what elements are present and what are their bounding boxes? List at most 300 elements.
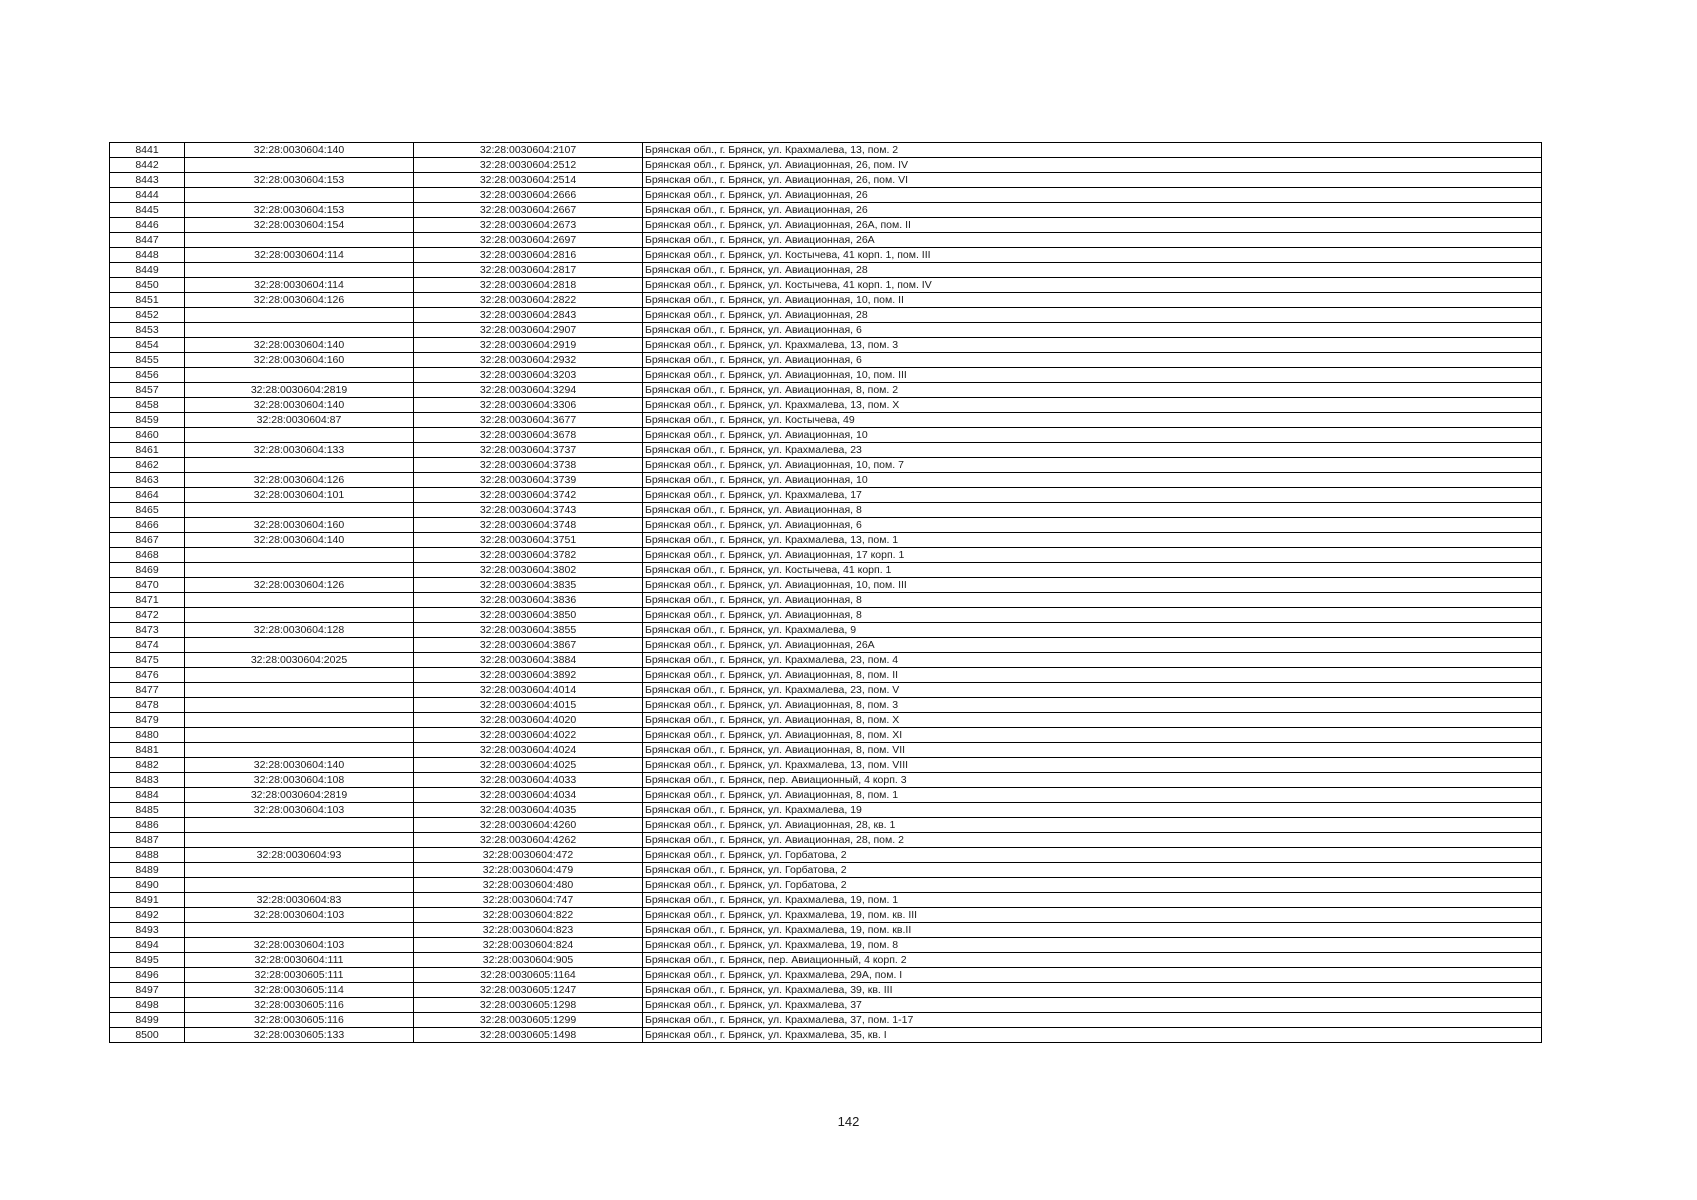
cadastral-number-cell: 32:28:0030604:2907 — [414, 323, 643, 338]
parent-cadastral-number-cell — [185, 548, 414, 563]
address-cell: Брянская обл., г. Брянск, ул. Авиационная, 26, пом. VI — [643, 173, 1542, 188]
table-row — [110, 953, 1542, 968]
row-number-cell: 8486 — [110, 818, 185, 833]
row-number-cell: 8494 — [110, 938, 185, 953]
address-cell: Брянская обл., г. Брянск, ул. Авиационная, 10, пом. III — [643, 368, 1542, 383]
address-cell: Брянская обл., г. Брянск, ул. Горбатова, 2 — [643, 848, 1542, 863]
cadastral-number-cell: 32:28:0030604:3743 — [414, 503, 643, 518]
parent-cadastral-number-cell: 32:28:0030604:140 — [185, 338, 414, 353]
address-cell: Брянская обл., г. Брянск, ул. Крахмалева, 37, пом. 1-17 — [643, 1013, 1542, 1028]
address-cell: Брянская обл., г. Брянск, ул. Авиационная, 26А — [643, 233, 1542, 248]
cadastral-number-cell: 32:28:0030604:3835 — [414, 578, 643, 593]
parent-cadastral-number-cell — [185, 233, 414, 248]
row-number-cell: 8489 — [110, 863, 185, 878]
cadastral-number-cell: 32:28:0030604:3867 — [414, 638, 643, 653]
row-number-cell: 8459 — [110, 413, 185, 428]
parent-cadastral-number-cell: 32:28:0030604:103 — [185, 803, 414, 818]
address-cell: Брянская обл., г. Брянск, ул. Авиационная, 6 — [643, 353, 1542, 368]
parent-cadastral-number-cell — [185, 158, 414, 173]
row-number-cell: 8499 — [110, 1013, 185, 1028]
row-number-cell: 8454 — [110, 338, 185, 353]
parent-cadastral-number-cell: 32:28:0030605:111 — [185, 968, 414, 983]
address-cell: Брянская обл., г. Брянск, ул. Авиационная, 26А — [643, 638, 1542, 653]
address-cell: Брянская обл., г. Брянск, ул. Костычева, 41 корп. 1, пом. III — [643, 248, 1542, 263]
row-number-cell: 8493 — [110, 923, 185, 938]
table-row — [110, 293, 1542, 308]
cadastral-number-cell: 32:28:0030604:3294 — [414, 383, 643, 398]
cadastral-number-cell: 32:28:0030604:3678 — [414, 428, 643, 443]
cadastral-number-cell: 32:28:0030604:4262 — [414, 833, 643, 848]
cadastral-number-cell: 32:28:0030604:3751 — [414, 533, 643, 548]
parent-cadastral-number-cell: 32:28:0030604:160 — [185, 353, 414, 368]
table-row — [110, 143, 1542, 158]
address-cell: Брянская обл., г. Брянск, ул. Горбатова, 2 — [643, 863, 1542, 878]
row-number-cell: 8497 — [110, 983, 185, 998]
parent-cadastral-number-cell — [185, 668, 414, 683]
cadastral-number-cell: 32:28:0030604:3677 — [414, 413, 643, 428]
parent-cadastral-number-cell: 32:28:0030604:103 — [185, 908, 414, 923]
row-number-cell: 8444 — [110, 188, 185, 203]
address-cell: Брянская обл., г. Брянск, ул. Авиационная, 8 — [643, 608, 1542, 623]
cadastral-number-cell: 32:28:0030604:2107 — [414, 143, 643, 158]
parent-cadastral-number-cell — [185, 683, 414, 698]
table-row — [110, 488, 1542, 503]
table-row — [110, 998, 1542, 1013]
parent-cadastral-number-cell: 32:28:0030605:114 — [185, 983, 414, 998]
row-number-cell: 8446 — [110, 218, 185, 233]
address-cell: Брянская обл., г. Брянск, ул. Авиационная, 8, пом. 1 — [643, 788, 1542, 803]
table-row — [110, 518, 1542, 533]
table-row — [110, 638, 1542, 653]
address-cell: Брянская обл., г. Брянск, ул. Крахмалева, 23, пом. V — [643, 683, 1542, 698]
cadastral-number-cell: 32:28:0030604:2697 — [414, 233, 643, 248]
cadastral-number-cell: 32:28:0030604:2816 — [414, 248, 643, 263]
table-row — [110, 1028, 1542, 1043]
cadastral-number-cell: 32:28:0030604:2818 — [414, 278, 643, 293]
cadastral-number-cell: 32:28:0030604:4034 — [414, 788, 643, 803]
address-cell: Брянская обл., г. Брянск, ул. Крахмалева, 19, пом. кв.II — [643, 923, 1542, 938]
table-row — [110, 338, 1542, 353]
row-number-cell: 8496 — [110, 968, 185, 983]
row-number-cell: 8462 — [110, 458, 185, 473]
parent-cadastral-number-cell: 32:28:0030604:126 — [185, 293, 414, 308]
address-cell: Брянская обл., г. Брянск, ул. Авиационная, 8 — [643, 593, 1542, 608]
address-cell: Брянская обл., г. Брянск, ул. Авиационная, 28, пом. 2 — [643, 833, 1542, 848]
table-row — [110, 668, 1542, 683]
parent-cadastral-number-cell: 32:28:0030604:103 — [185, 938, 414, 953]
parent-cadastral-number-cell — [185, 608, 414, 623]
address-cell: Брянская обл., г. Брянск, ул. Авиационная, 28, кв. 1 — [643, 818, 1542, 833]
cadastral-number-cell: 32:28:0030605:1164 — [414, 968, 643, 983]
cadastral-number-cell: 32:28:0030604:4015 — [414, 698, 643, 713]
parent-cadastral-number-cell: 32:28:0030605:133 — [185, 1028, 414, 1043]
cadastral-number-cell: 32:28:0030604:2667 — [414, 203, 643, 218]
row-number-cell: 8464 — [110, 488, 185, 503]
page-number: 142 — [837, 1114, 860, 1129]
address-cell: Брянская обл., г. Брянск, ул. Авиационная, 8, пом. 3 — [643, 698, 1542, 713]
row-number-cell: 8453 — [110, 323, 185, 338]
cadastral-number-cell: 32:28:0030604:2822 — [414, 293, 643, 308]
cadastral-number-cell: 32:28:0030604:747 — [414, 893, 643, 908]
row-number-cell: 8467 — [110, 533, 185, 548]
parent-cadastral-number-cell: 32:28:0030604:126 — [185, 473, 414, 488]
row-number-cell: 8463 — [110, 473, 185, 488]
parent-cadastral-number-cell: 32:28:0030604:140 — [185, 758, 414, 773]
table-row — [110, 893, 1542, 908]
row-number-cell: 8461 — [110, 443, 185, 458]
cadastral-number-cell: 32:28:0030604:3782 — [414, 548, 643, 563]
address-cell: Брянская обл., г. Брянск, ул. Авиационная, 8, пом. VII — [643, 743, 1542, 758]
row-number-cell: 8473 — [110, 623, 185, 638]
parent-cadastral-number-cell: 32:28:0030604:126 — [185, 578, 414, 593]
address-cell: Брянская обл., г. Брянск, ул. Крахмалева, 13, пом. 1 — [643, 533, 1542, 548]
parent-cadastral-number-cell: 32:28:0030604:153 — [185, 203, 414, 218]
table-row — [110, 758, 1542, 773]
address-cell: Брянская обл., г. Брянск, ул. Костычева, 49 — [643, 413, 1542, 428]
row-number-cell: 8479 — [110, 713, 185, 728]
row-number-cell: 8500 — [110, 1028, 185, 1043]
row-number-cell: 8492 — [110, 908, 185, 923]
cadastral-number-cell: 32:28:0030604:905 — [414, 953, 643, 968]
row-number-cell: 8469 — [110, 563, 185, 578]
parent-cadastral-number-cell: 32:28:0030605:116 — [185, 998, 414, 1013]
row-number-cell: 8443 — [110, 173, 185, 188]
parent-cadastral-number-cell: 32:28:0030604:2819 — [185, 383, 414, 398]
address-cell: Брянская обл., г. Брянск, ул. Авиационная, 10 — [643, 428, 1542, 443]
cadastral-number-cell: 32:28:0030604:822 — [414, 908, 643, 923]
row-number-cell: 8442 — [110, 158, 185, 173]
cadastral-number-cell: 32:28:0030605:1247 — [414, 983, 643, 998]
cadastral-number-cell: 32:28:0030604:4014 — [414, 683, 643, 698]
parent-cadastral-number-cell: 32:28:0030604:160 — [185, 518, 414, 533]
parent-cadastral-number-cell: 32:28:0030604:133 — [185, 443, 414, 458]
cadastral-number-cell: 32:28:0030604:2666 — [414, 188, 643, 203]
parent-cadastral-number-cell: 32:28:0030604:140 — [185, 533, 414, 548]
parent-cadastral-number-cell — [185, 698, 414, 713]
cadastral-number-cell: 32:28:0030604:4022 — [414, 728, 643, 743]
row-number-cell: 8441 — [110, 143, 185, 158]
parent-cadastral-number-cell: 32:28:0030604:2025 — [185, 653, 414, 668]
parent-cadastral-number-cell — [185, 323, 414, 338]
address-cell: Брянская обл., г. Брянск, ул. Авиационная, 26, пом. IV — [643, 158, 1542, 173]
parent-cadastral-number-cell: 32:28:0030604:140 — [185, 398, 414, 413]
table-body — [110, 143, 1542, 1043]
row-number-cell: 8470 — [110, 578, 185, 593]
row-number-cell: 8465 — [110, 503, 185, 518]
address-cell: Брянская обл., г. Брянск, ул. Крахмалева, 23, пом. 4 — [643, 653, 1542, 668]
cadastral-number-cell: 32:28:0030604:4033 — [414, 773, 643, 788]
parent-cadastral-number-cell: 32:28:0030604:2819 — [185, 788, 414, 803]
row-number-cell: 8449 — [110, 263, 185, 278]
cadastral-number-cell: 32:28:0030605:1498 — [414, 1028, 643, 1043]
address-cell: Брянская обл., г. Брянск, ул. Авиационная, 8, пом. II — [643, 668, 1542, 683]
parent-cadastral-number-cell: 32:28:0030604:140 — [185, 143, 414, 158]
address-cell: Брянская обл., г. Брянск, ул. Костычева, 41 корп. 1, пом. IV — [643, 278, 1542, 293]
table-row — [110, 968, 1542, 983]
parent-cadastral-number-cell: 32:28:0030604:114 — [185, 248, 414, 263]
table-row — [110, 563, 1542, 578]
cadastral-number-cell: 32:28:0030604:3850 — [414, 608, 643, 623]
registry-table — [109, 142, 1542, 1043]
table-row — [110, 818, 1542, 833]
parent-cadastral-number-cell: 32:28:0030604:87 — [185, 413, 414, 428]
table-row — [110, 428, 1542, 443]
table-row — [110, 593, 1542, 608]
cadastral-number-cell: 32:28:0030604:3306 — [414, 398, 643, 413]
table-row — [110, 248, 1542, 263]
parent-cadastral-number-cell — [185, 428, 414, 443]
table-row — [110, 923, 1542, 938]
table-row — [110, 203, 1542, 218]
row-number-cell: 8475 — [110, 653, 185, 668]
row-number-cell: 8468 — [110, 548, 185, 563]
address-cell: Брянская обл., г. Брянск, ул. Авиационная, 28 — [643, 263, 1542, 278]
cadastral-number-cell: 32:28:0030604:2932 — [414, 353, 643, 368]
table-row — [110, 863, 1542, 878]
table-row — [110, 983, 1542, 998]
parent-cadastral-number-cell — [185, 503, 414, 518]
cadastral-number-cell: 32:28:0030604:3836 — [414, 593, 643, 608]
row-number-cell: 8476 — [110, 668, 185, 683]
table-row — [110, 383, 1542, 398]
parent-cadastral-number-cell: 32:28:0030604:153 — [185, 173, 414, 188]
address-cell: Брянская обл., г. Брянск, ул. Крахмалева, 13, пом. X — [643, 398, 1542, 413]
row-number-cell: 8474 — [110, 638, 185, 653]
address-cell: Брянская обл., г. Брянск, ул. Крахмалева, 9 — [643, 623, 1542, 638]
table-row — [110, 788, 1542, 803]
table-row — [110, 608, 1542, 623]
cadastral-number-cell: 32:28:0030604:4024 — [414, 743, 643, 758]
table-row — [110, 413, 1542, 428]
row-number-cell: 8498 — [110, 998, 185, 1013]
address-cell: Брянская обл., г. Брянск, ул. Крахмалева, 17 — [643, 488, 1542, 503]
table-row — [110, 938, 1542, 953]
table-row — [110, 188, 1542, 203]
cadastral-number-cell: 32:28:0030604:4025 — [414, 758, 643, 773]
cadastral-number-cell: 32:28:0030605:1298 — [414, 998, 643, 1013]
table-row — [110, 728, 1542, 743]
cadastral-number-cell: 32:28:0030604:3802 — [414, 563, 643, 578]
parent-cadastral-number-cell: 32:28:0030604:114 — [185, 278, 414, 293]
cadastral-number-cell: 32:28:0030604:3742 — [414, 488, 643, 503]
table-row — [110, 278, 1542, 293]
parent-cadastral-number-cell — [185, 563, 414, 578]
table-row — [110, 878, 1542, 893]
table-row — [110, 443, 1542, 458]
row-number-cell: 8451 — [110, 293, 185, 308]
row-number-cell: 8445 — [110, 203, 185, 218]
cadastral-number-cell: 32:28:0030604:824 — [414, 938, 643, 953]
parent-cadastral-number-cell — [185, 713, 414, 728]
cadastral-number-cell: 32:28:0030604:472 — [414, 848, 643, 863]
cadastral-number-cell: 32:28:0030604:2817 — [414, 263, 643, 278]
table-row — [110, 368, 1542, 383]
address-cell: Брянская обл., г. Брянск, ул. Крахмалева, 13, пом. VIII — [643, 758, 1542, 773]
table-row — [110, 623, 1542, 638]
parent-cadastral-number-cell — [185, 368, 414, 383]
address-cell: Брянская обл., г. Брянск, ул. Авиационная, 10 — [643, 473, 1542, 488]
address-cell: Брянская обл., г. Брянск, ул. Авиационная, 8, пом. XI — [643, 728, 1542, 743]
address-cell: Брянская обл., г. Брянск, ул. Крахмалева, 19, пом. 8 — [643, 938, 1542, 953]
row-number-cell: 8456 — [110, 368, 185, 383]
table-row — [110, 533, 1542, 548]
parent-cadastral-number-cell — [185, 638, 414, 653]
cadastral-number-cell: 32:28:0030604:2512 — [414, 158, 643, 173]
table-row — [110, 398, 1542, 413]
address-cell: Брянская обл., г. Брянск, ул. Авиационная, 10, пом. III — [643, 578, 1542, 593]
parent-cadastral-number-cell — [185, 593, 414, 608]
table-row — [110, 323, 1542, 338]
address-cell: Брянская обл., г. Брянск, ул. Крахмалева, 23 — [643, 443, 1542, 458]
address-cell: Брянская обл., г. Брянск, ул. Авиационная, 6 — [643, 518, 1542, 533]
parent-cadastral-number-cell — [185, 728, 414, 743]
table-row — [110, 173, 1542, 188]
address-cell: Брянская обл., г. Брянск, ул. Авиационная, 8, пом. X — [643, 713, 1542, 728]
cadastral-number-cell: 32:28:0030604:3739 — [414, 473, 643, 488]
address-cell: Брянская обл., г. Брянск, ул. Крахмалева, 39, кв. III — [643, 983, 1542, 998]
row-number-cell: 8495 — [110, 953, 185, 968]
parent-cadastral-number-cell — [185, 833, 414, 848]
cadastral-number-cell: 32:28:0030604:2843 — [414, 308, 643, 323]
parent-cadastral-number-cell: 32:28:0030604:93 — [185, 848, 414, 863]
address-cell: Брянская обл., г. Брянск, ул. Крахмалева, 19, пом. кв. III — [643, 908, 1542, 923]
table-row — [110, 773, 1542, 788]
cadastral-number-cell: 32:28:0030604:2514 — [414, 173, 643, 188]
address-cell: Брянская обл., г. Брянск, ул. Крахмалева, 13, пом. 2 — [643, 143, 1542, 158]
table-row — [110, 698, 1542, 713]
table-row — [110, 308, 1542, 323]
parent-cadastral-number-cell: 32:28:0030604:83 — [185, 893, 414, 908]
parent-cadastral-number-cell — [185, 263, 414, 278]
cadastral-number-cell: 32:28:0030604:3884 — [414, 653, 643, 668]
address-cell: Брянская обл., г. Брянск, ул. Авиационная, 28 — [643, 308, 1542, 323]
table-row — [110, 908, 1542, 923]
cadastral-number-cell: 32:28:0030604:3748 — [414, 518, 643, 533]
cadastral-number-cell: 32:28:0030604:3737 — [414, 443, 643, 458]
address-cell: Брянская обл., г. Брянск, ул. Горбатова, 2 — [643, 878, 1542, 893]
table-row — [110, 803, 1542, 818]
parent-cadastral-number-cell: 32:28:0030604:108 — [185, 773, 414, 788]
row-number-cell: 8484 — [110, 788, 185, 803]
table-row — [110, 578, 1542, 593]
table-row — [110, 353, 1542, 368]
cadastral-number-cell: 32:28:0030604:3892 — [414, 668, 643, 683]
row-number-cell: 8490 — [110, 878, 185, 893]
parent-cadastral-number-cell: 32:28:0030604:101 — [185, 488, 414, 503]
parent-cadastral-number-cell — [185, 458, 414, 473]
table-row — [110, 683, 1542, 698]
address-cell: Брянская обл., г. Брянск, ул. Авиационная, 26 — [643, 203, 1542, 218]
table-row — [110, 503, 1542, 518]
address-cell: Брянская обл., г. Брянск, ул. Авиационная, 10, пом. 7 — [643, 458, 1542, 473]
address-cell: Брянская обл., г. Брянск, ул. Крахмалева, 35, кв. I — [643, 1028, 1542, 1043]
table-row — [110, 1013, 1542, 1028]
address-cell: Брянская обл., г. Брянск, ул. Крахмалева, 19, пом. 1 — [643, 893, 1542, 908]
table-row — [110, 233, 1542, 248]
table-row — [110, 158, 1542, 173]
row-number-cell: 8480 — [110, 728, 185, 743]
row-number-cell: 8488 — [110, 848, 185, 863]
row-number-cell: 8471 — [110, 593, 185, 608]
cadastral-number-cell: 32:28:0030604:2919 — [414, 338, 643, 353]
address-cell: Брянская обл., г. Брянск, ул. Костычева, 41 корп. 1 — [643, 563, 1542, 578]
cadastral-number-cell: 32:28:0030604:823 — [414, 923, 643, 938]
row-number-cell: 8457 — [110, 383, 185, 398]
address-cell: Брянская обл., г. Брянск, ул. Авиационная, 26А, пом. II — [643, 218, 1542, 233]
cadastral-number-cell: 32:28:0030604:479 — [414, 863, 643, 878]
cadastral-number-cell: 32:28:0030604:4035 — [414, 803, 643, 818]
address-cell: Брянская обл., г. Брянск, ул. Авиационная, 8, пом. 2 — [643, 383, 1542, 398]
table-row — [110, 653, 1542, 668]
row-number-cell: 8458 — [110, 398, 185, 413]
address-cell: Брянская обл., г. Брянск, пер. Авиационный, 4 корп. 2 — [643, 953, 1542, 968]
cadastral-number-cell: 32:28:0030605:1299 — [414, 1013, 643, 1028]
parent-cadastral-number-cell — [185, 878, 414, 893]
row-number-cell: 8447 — [110, 233, 185, 248]
address-cell: Брянская обл., г. Брянск, пер. Авиационный, 4 корп. 3 — [643, 773, 1542, 788]
row-number-cell: 8450 — [110, 278, 185, 293]
parent-cadastral-number-cell — [185, 743, 414, 758]
row-number-cell: 8466 — [110, 518, 185, 533]
table-row — [110, 743, 1542, 758]
row-number-cell: 8460 — [110, 428, 185, 443]
address-cell: Брянская обл., г. Брянск, ул. Крахмалева, 29А, пом. I — [643, 968, 1542, 983]
row-number-cell: 8487 — [110, 833, 185, 848]
row-number-cell: 8477 — [110, 683, 185, 698]
address-cell: Брянская обл., г. Брянск, ул. Авиационная, 17 корп. 1 — [643, 548, 1542, 563]
table-row — [110, 848, 1542, 863]
cadastral-number-cell: 32:28:0030604:3855 — [414, 623, 643, 638]
cadastral-number-cell: 32:28:0030604:4260 — [414, 818, 643, 833]
table-row — [110, 263, 1542, 278]
table-row — [110, 713, 1542, 728]
row-number-cell: 8452 — [110, 308, 185, 323]
address-cell: Брянская обл., г. Брянск, ул. Авиационная, 10, пом. II — [643, 293, 1542, 308]
parent-cadastral-number-cell: 32:28:0030604:128 — [185, 623, 414, 638]
address-cell: Брянская обл., г. Брянск, ул. Авиационная, 8 — [643, 503, 1542, 518]
parent-cadastral-number-cell: 32:28:0030604:111 — [185, 953, 414, 968]
table-row — [110, 473, 1542, 488]
parent-cadastral-number-cell — [185, 188, 414, 203]
table-row — [110, 548, 1542, 563]
address-cell: Брянская обл., г. Брянск, ул. Авиационная, 6 — [643, 323, 1542, 338]
table-row — [110, 458, 1542, 473]
parent-cadastral-number-cell — [185, 863, 414, 878]
row-number-cell: 8483 — [110, 773, 185, 788]
table-row — [110, 218, 1542, 233]
parent-cadastral-number-cell — [185, 308, 414, 323]
cadastral-number-cell: 32:28:0030604:2673 — [414, 218, 643, 233]
row-number-cell: 8472 — [110, 608, 185, 623]
parent-cadastral-number-cell — [185, 818, 414, 833]
cadastral-number-cell: 32:28:0030604:3738 — [414, 458, 643, 473]
address-cell: Брянская обл., г. Брянск, ул. Авиационная, 26 — [643, 188, 1542, 203]
parent-cadastral-number-cell: 32:28:0030605:116 — [185, 1013, 414, 1028]
address-cell: Брянская обл., г. Брянск, ул. Крахмалева, 19 — [643, 803, 1542, 818]
table-row — [110, 833, 1542, 848]
cadastral-number-cell: 32:28:0030604:3203 — [414, 368, 643, 383]
cadastral-number-cell: 32:28:0030604:480 — [414, 878, 643, 893]
row-number-cell: 8491 — [110, 893, 185, 908]
parent-cadastral-number-cell — [185, 923, 414, 938]
row-number-cell: 8448 — [110, 248, 185, 263]
row-number-cell: 8481 — [110, 743, 185, 758]
row-number-cell: 8455 — [110, 353, 185, 368]
parent-cadastral-number-cell: 32:28:0030604:154 — [185, 218, 414, 233]
row-number-cell: 8485 — [110, 803, 185, 818]
row-number-cell: 8478 — [110, 698, 185, 713]
address-cell: Брянская обл., г. Брянск, ул. Крахмалева, 13, пом. 3 — [643, 338, 1542, 353]
